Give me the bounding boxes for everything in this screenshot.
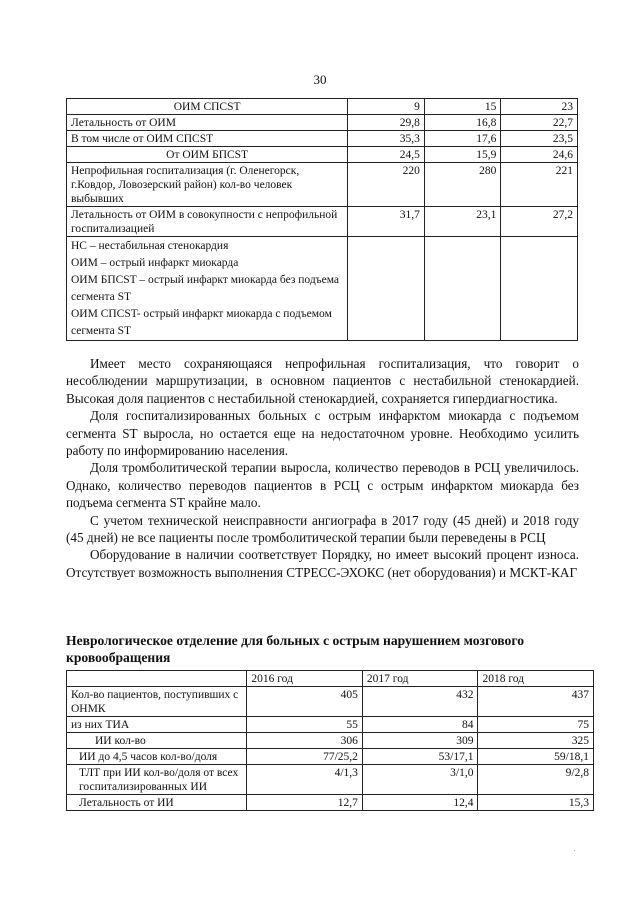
table-row (67, 163, 578, 207)
table-row (67, 687, 594, 717)
cell-value: 12,4 (362, 795, 478, 811)
paragraph: Оборудование в наличии соответствует Порядку, но имеет высокий процент износа. Отсутствует возможность выполнения СТРЕСС-ЭХОКС (нет оборудования) и МСКТ-КАГ (66, 547, 579, 580)
cell-value: 4/1,3 (247, 765, 363, 795)
cell-value: 84 (362, 717, 478, 733)
cell-value: 17,6 (424, 131, 501, 147)
row-label: из них ТИА (67, 717, 247, 733)
cell-value: 432 (362, 687, 478, 717)
table-row (67, 795, 594, 811)
cell-value: 23 (501, 99, 578, 115)
table-row (67, 207, 578, 237)
cell-value: 3/1,0 (362, 765, 478, 795)
row-label: Кол-во пациентов, поступивших с ОНМК (67, 687, 247, 717)
row-label: От ОИМ БПСST (67, 147, 348, 163)
table-row (67, 717, 594, 733)
row-label: ИИ кол-во (67, 733, 247, 749)
cell-value: 59/18,1 (478, 749, 594, 765)
cell-value: 22,7 (501, 115, 578, 131)
row-label: ОИМ СПСST (67, 99, 348, 115)
cell-value: 53/17,1 (362, 749, 478, 765)
neuro-stats-table (66, 670, 594, 811)
cell-value: 75 (478, 717, 594, 733)
empty-cell (424, 237, 501, 341)
legend-line: ОИМ СПСST- острый инфаркт миокарда с подъемом сегмента ST (71, 308, 332, 337)
header-row (67, 671, 594, 687)
column-header: 2017 год (362, 671, 478, 687)
cell-value: 220 (348, 163, 425, 207)
legend-row (67, 237, 578, 341)
cell-value: 325 (478, 733, 594, 749)
table-row (67, 749, 594, 765)
cell-value: 280 (424, 163, 501, 207)
cell-value: 221 (501, 163, 578, 207)
cell-value: 31,7 (348, 207, 425, 237)
legend-line: ОИМ – острый инфаркт миокарда (71, 257, 239, 269)
row-label: В том числе от ОИМ СПСST (67, 131, 348, 147)
legend-cell (67, 237, 348, 341)
table-row (67, 147, 578, 163)
section-heading: Неврологическое отделение для больных с острым нарушением мозгового кровообращения (66, 633, 524, 665)
paragraph: Доля госпитализированных больных с острым инфарктом миокарда с подъемом сегмента ST выросла, но остается еще на недостаточном уровне. Необходимо усилить работу по информированию населения. (66, 408, 579, 459)
cell-value: 309 (362, 733, 478, 749)
cell-value: 24,6 (501, 147, 578, 163)
paragraph: Имеет место сохраняющаяся непрофильная госпитализация, что говорит о несоблюдении маршрутизации, в основном пациентов с нестабильной стенокардией. Высокая доля пациентов с нестабильной стенокардией, сохраняется гипердиагностика. (66, 356, 579, 406)
cell-value: 405 (247, 687, 363, 717)
empty-cell (501, 237, 578, 341)
column-header: 2016 год (247, 671, 363, 687)
row-label: ТЛТ при ИИ кол-во/доля от всех госпитализированных ИИ (67, 765, 247, 795)
cell-value: 55 (247, 717, 363, 733)
cell-value: 306 (247, 733, 363, 749)
row-label: ИИ до 4,5 часов кол-во/доля (67, 749, 247, 765)
page-number: 30 (313, 72, 327, 87)
paragraph: Доля тромболитической терапии выросла, количество переводов в РСЦ увеличилось. Однако, количество переводов пациентов в РСЦ с острым инфарктом миокарда без подъема сегмента ST крайне мало. (66, 460, 579, 511)
legend-line: НС – нестабильная стенокардия (71, 240, 229, 252)
row-label: Непрофильная госпитализация (г. Оленегорск, г.Ковдор, Ловозерский район) кол-во человек выбывших (67, 163, 348, 207)
body-text (66, 355, 579, 581)
cell-value: 24,5 (348, 147, 425, 163)
cardio-stats-table (66, 98, 578, 341)
cell-value: 15,3 (478, 795, 594, 811)
empty-cell (348, 237, 425, 341)
cell-value: 15 (424, 99, 501, 115)
row-label: Летальность от ОИМ (67, 115, 348, 131)
row-label: Летальность от ИИ (67, 795, 247, 811)
cell-value: 437 (478, 687, 594, 717)
row-label: Летальность от ОИМ в совокупности с непрофильной госпитализацией (67, 207, 348, 237)
table-row (67, 115, 578, 131)
cell-value: 23,1 (424, 207, 501, 237)
table-row (67, 99, 578, 115)
table-row (67, 131, 578, 147)
cell-value: 27,2 (501, 207, 578, 237)
legend-line: ОИМ БПСST – острый инфаркт миокарда без подъема сегмента ST (71, 274, 340, 303)
cell-value: 29,8 (348, 115, 425, 131)
table-row (67, 765, 594, 795)
column-header: 2018 год (478, 671, 594, 687)
cell-value: 12,7 (247, 795, 363, 811)
cell-value: 9/2,8 (478, 765, 594, 795)
header-empty (67, 671, 247, 687)
cell-value: 15,9 (424, 147, 501, 163)
cell-value: 23,5 (501, 131, 578, 147)
table-row (67, 733, 594, 749)
scan-speck (574, 850, 575, 851)
paragraph: С учетом технической неисправности ангиографа в 2017 году (45 дней) и 2018 году (45 дней) не все пациенты после тромболитической терапии были переведены в РСЦ (66, 512, 579, 546)
cell-value: 35,3 (348, 131, 425, 147)
cell-value: 16,8 (424, 115, 501, 131)
cell-value: 77/25,2 (247, 749, 363, 765)
cell-value: 9 (348, 99, 425, 115)
